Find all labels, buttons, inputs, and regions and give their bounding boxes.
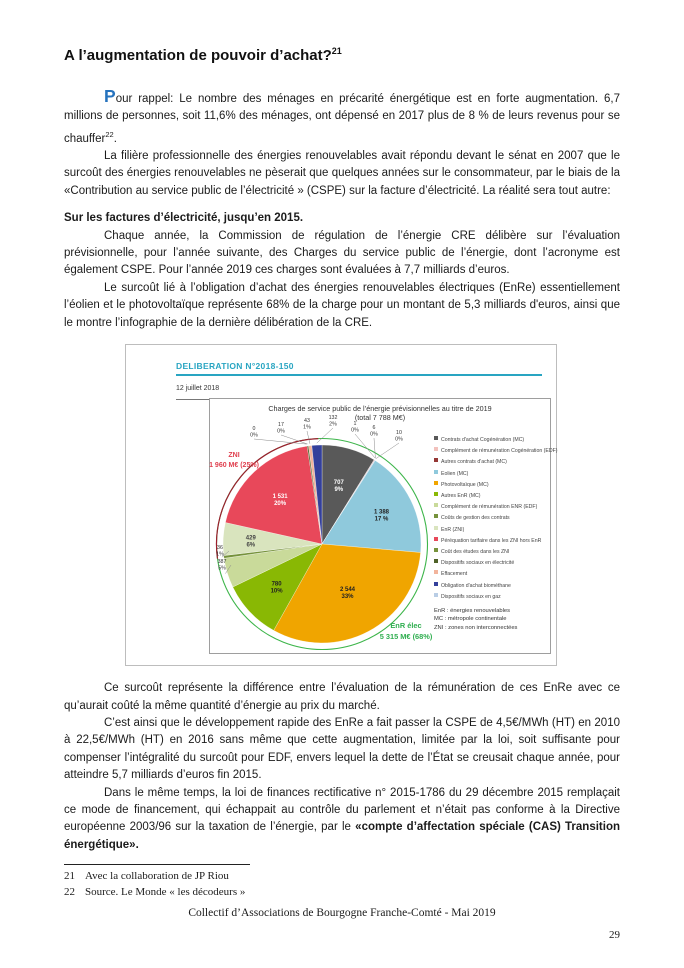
label-leader-line — [307, 431, 310, 444]
legend-swatch — [434, 570, 438, 574]
legend-item — [434, 486, 546, 500]
pie-outside-label: 6 0% — [370, 425, 378, 438]
legend-swatch — [434, 537, 438, 541]
page-number: 29 — [609, 929, 620, 942]
legend-label: Obligation d'achat biométhane — [441, 582, 511, 589]
pie-inside-label: 780 10% — [270, 581, 283, 595]
legend-item — [434, 508, 546, 522]
pie-outside-label: 0 0% — [250, 426, 258, 439]
deliberation-rule — [176, 374, 542, 376]
legend-label: Autres EnR (MC) — [441, 493, 481, 500]
title-footnote-ref: 21 — [331, 46, 342, 56]
chart-legend — [434, 430, 558, 600]
pie-inside-label: 429 6% — [245, 535, 256, 549]
legend-label: Contrats d'achat Cogénération (MC) — [441, 437, 525, 444]
paragraph-difference: Ce surcoût représente la différence entre l’évaluation de la rémunération de ces EnRe avec ce qu’aurait coûté la même quantité d’énergie au prix du marché. — [64, 682, 620, 712]
legend-note-line: MC : métropole continentale — [434, 616, 507, 623]
paragraph-loi-finances: Dans le même temps, la loi de finances rectificative n° 2015-1786 du 29 décembre 2015 remplaçait ce mode de financement, qui échappait au contrôle du parlement et n’était pas conforme à la Directive européenne 2003/96 sur la taxation de l’énergie, par le «compte d’affectation spéciale (CAS) Transition énergétique». — [64, 786, 620, 851]
legend-item — [434, 520, 546, 531]
deliberation-date: 12 juillet 2018 — [176, 380, 219, 399]
pie-inside-label: 707 9% — [333, 480, 344, 494]
subheading-factures: Sur les factures d’électricité, jusqu’en 2015. — [64, 212, 304, 225]
legend-swatch — [434, 559, 438, 563]
legend-item — [434, 452, 546, 466]
paragraph-rappel: Pour rappel: Le nombre des ménages en précarité énergétique est en forte augmentation. 6,7 millions de personnes, soit 11,6% des ménages, ont dépensé en 2017 plus de 8 % de leurs revenus pour se chauffer$^{22}$. — [64, 86, 620, 145]
legend-label: Dispositifs sociaux en gaz — [441, 593, 501, 600]
legend-swatch — [434, 492, 438, 496]
pie-outside-label: 1 0% — [351, 421, 359, 434]
legend-swatch — [434, 582, 438, 586]
legend-swatch — [434, 436, 438, 440]
legend-label: Péréquation tarifaire dans les ZNI hors EnR — [441, 537, 542, 544]
legend-item — [434, 564, 546, 578]
footnote-22: 22 Source. Le Monde « les décodeurs » — [64, 885, 246, 898]
footnote-divider — [64, 864, 250, 865]
legend-swatch — [434, 481, 438, 485]
document-footer: Collectif d’Associations de Bourgogne Franche-Comté - Mai 2019 — [188, 907, 496, 920]
page-title — [64, 46, 620, 64]
deliberation-title: DELIBERATION N°2018-150 — [176, 361, 294, 372]
chart-title-line2: (total 7 788 M€) — [354, 413, 406, 423]
legend-label: Autres contrats d'achat (MC) — [441, 459, 507, 466]
legend-swatch — [434, 593, 438, 597]
enr-annotation: EnR élec 5 315 M€ (68%) — [379, 621, 433, 641]
pie-inside-label: 1 531 20% — [272, 494, 288, 508]
footnote-ref-22: 22 — [105, 129, 114, 139]
body-text — [64, 88, 620, 854]
paragraph-filiere: La filière professionnelle des énergies renouvelables avait répondu devant le sénat en 2007 que le surcoût des énergies renouvelables ne pèserait que quelques années sur le consommateur, par le biais de la «Contribution au service public de l’électricité » (CSPE) sur la facture d’électricité. La réalité sera tout autre: — [64, 150, 620, 197]
legend-label: EnR (ZNI) — [441, 526, 465, 533]
pie-inside-label: 2 544 33% — [339, 587, 356, 601]
legend-swatch — [434, 458, 438, 462]
pie-outside-label: 43 1% — [303, 418, 311, 431]
legend-item — [434, 542, 546, 553]
legend-label: Coûts de gestion des contrats — [441, 515, 510, 522]
legend-item — [434, 576, 546, 587]
legend-note-line: EnR : énergies renouvelables — [434, 608, 511, 615]
legend-label: Photovoltaïque (MC) — [441, 481, 489, 488]
paragraph-cre: Chaque année, la Commission de régulation de l’énergie CRE délibère sur l’évaluation prévisionnelle, pour l’année suivante, des Charges du service public de l’énergie, dont l’acronyme est également CSPE. Pour l’année 2019 ces charges sont évaluées à 7,7 milliards d’euros. — [64, 229, 620, 277]
legend-label: Complément de rémunération Cogénération (EDF) — [441, 448, 558, 455]
legend-item — [434, 464, 546, 475]
legend-item — [434, 497, 546, 511]
dropcap-p: P — [104, 86, 116, 106]
legend-note-line: ZNI : zones non interconnectées — [434, 624, 518, 631]
legend-item — [434, 430, 546, 444]
legend-item — [434, 553, 546, 567]
cas-bold-text: «compte d’affectation spéciale (CAS) Transition énergétique». — [64, 821, 620, 851]
legend-swatch — [434, 514, 438, 518]
legend-swatch — [434, 503, 438, 507]
legend-label: Eolien (MC) — [441, 470, 469, 477]
chart-box — [209, 398, 558, 654]
legend-item — [434, 475, 546, 486]
pie-outside-label: 36 1% — [216, 545, 224, 558]
zni-annotation: ZNI 1 960 M€ (25%) — [209, 452, 259, 469]
legend-item — [434, 587, 546, 598]
label-leader-line — [317, 428, 333, 443]
legend-swatch — [434, 526, 438, 530]
pie-inside-label: 1 388 17 % — [373, 509, 390, 523]
legend-label: Coût des études dans les ZNI — [441, 548, 510, 555]
footnote-21: 21 Avec la collaboration de JP Riou — [64, 870, 229, 883]
legend-label: Dispositifs sociaux en électricité — [441, 560, 515, 567]
page-title-text: A l’augmentation de pouvoir d’achat? — [64, 47, 332, 64]
chart-title-line1: Charges de service public de l’énergie prévisionnelles au titre de 2019 — [268, 404, 492, 414]
legend-label: Complément de rémunération ENR (EDF) — [441, 504, 538, 511]
legend-swatch — [434, 447, 438, 451]
pie-outside-label: 17 0% — [277, 422, 285, 435]
legend-item — [434, 531, 546, 542]
paragraph-cspe-evolution: C’est ainsi que le développement rapide des EnRe a fait passer la CSPE de 4,5€/MWh (HT) en 2010 à 22,5€/MWh (HT) en 2016 sans même que cette augmentation, limitée par la loi, soit suffisante pour compenser l’intégralité du surcoût pour EDF, envers lequel la dette de l’État se creusait chaque année, pour atteindre 5,7 milliards d’euros fin 2015. — [64, 716, 620, 782]
legend-label: Effacement — [441, 571, 468, 578]
legend-swatch — [434, 470, 438, 474]
legend-swatch — [434, 548, 438, 552]
label-leader-line — [374, 438, 375, 458]
paragraph-surcout: Le surcoût lié à l’obligation d’achat des énergies renouvelables électriques (EnRe) essentiellement l’éolien et le photovoltaïque représente 68% de la charge pour un montant de 5,3 milliards d'euros, ainsi que le montre l’infographie de la dernière délibération de la CRE. — [64, 281, 620, 329]
legend-item — [434, 441, 558, 455]
pie-outside-label: 132 2% — [328, 415, 338, 428]
pie-chart — [212, 411, 450, 653]
label-leader-line — [376, 443, 399, 459]
paragraph-rappel-text: our rappel: Le nombre des ménages en précarité énergétique est en forte augmentation. 6,7 millions de personnes, soit 11,6% des ménages, ont dépensé en 2017 plus de 8 % de leurs revenus pour se chauffer — [64, 93, 620, 145]
cre-infographic — [125, 344, 557, 666]
pie-outside-label: 10 0% — [395, 430, 403, 443]
pie-outside-label: 387 5% — [217, 559, 227, 572]
